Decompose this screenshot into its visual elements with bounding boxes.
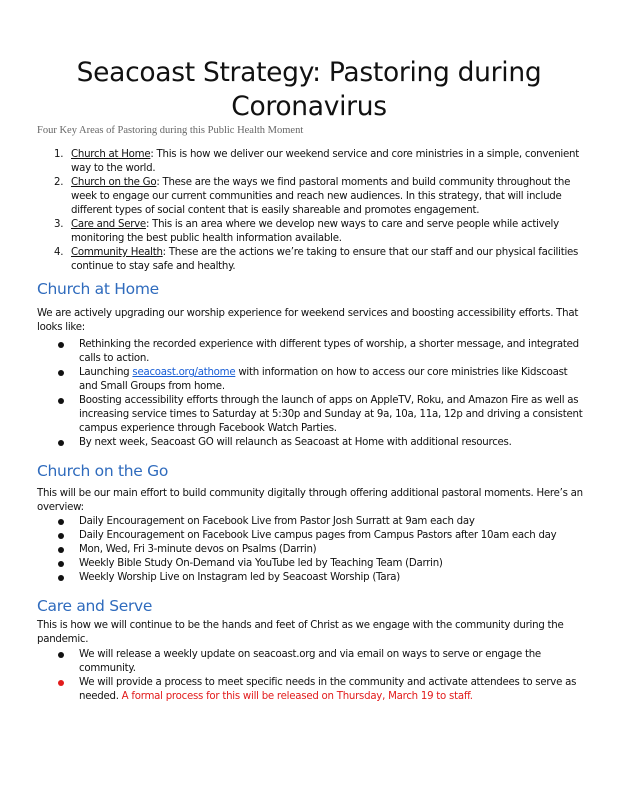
list-item bbox=[37, 436, 585, 450]
bullet-text: Weekly Bible Study On-Demand via YouTube led by Teaching Team (Darrin) bbox=[79, 558, 443, 569]
list-item bbox=[37, 529, 585, 543]
list-item bbox=[37, 648, 585, 676]
bullet-text-prefix: Launching bbox=[79, 367, 133, 378]
list-item bbox=[37, 176, 582, 218]
list-number: 3. bbox=[54, 219, 64, 230]
section-intro: This will be our main effort to build community digitally through offering additional pastoral moments. Here’s an overview: bbox=[37, 488, 583, 513]
bullet-icon bbox=[58, 652, 64, 658]
key-area-term: Care and Serve bbox=[71, 219, 146, 230]
bullet-icon-red bbox=[58, 680, 64, 686]
page-title: Seacoast Strategy: Pastoring during Coronavirus bbox=[76, 56, 542, 122]
bullet-icon bbox=[58, 370, 64, 376]
bullet-text-alert: A formal process for this will be released on Thursday, March 19 to staff. bbox=[121, 691, 473, 702]
list-item bbox=[37, 218, 582, 246]
key-area-text: : These are the actions we’re taking to ensure that our staff and our physical facilities continue to stay safe and healthy. bbox=[71, 247, 579, 272]
bullet-icon bbox=[58, 547, 64, 553]
list-item bbox=[37, 366, 585, 394]
list-item bbox=[37, 676, 585, 704]
list-item bbox=[37, 338, 585, 366]
athome-link[interactable]: seacoast.org/athome bbox=[132, 367, 236, 378]
section-heading-church-on-the-go: Church on the Go bbox=[37, 462, 169, 480]
key-area-term: Church at Home bbox=[71, 149, 151, 160]
list-number: 4. bbox=[54, 247, 64, 258]
list-number: 1. bbox=[54, 149, 64, 160]
key-area-term: Church on the Go bbox=[71, 177, 157, 188]
bullet-text: Daily Encouragement on Facebook Live campus pages from Campus Pastors after 10am each day bbox=[79, 530, 557, 541]
section-heading-church-at-home: Church at Home bbox=[37, 280, 159, 298]
key-area-text: : These are the ways we find pastoral moments and build community throughout the week to engage our current communities and reach new audiences. In this strategy, that will include different types of social content that is easily shareable and promotes engagement. bbox=[71, 177, 571, 216]
bullet-icon bbox=[58, 575, 64, 581]
bullet-icon bbox=[58, 519, 64, 525]
bullet-text-suffix: with information on how to access our core ministries like Kidscoast and Small Groups from home. bbox=[79, 367, 568, 392]
bullet-text: Weekly Worship Live on Instagram led by Seacoast Worship (Tara) bbox=[79, 572, 400, 583]
bullet-icon bbox=[58, 440, 64, 446]
section-heading-care-and-serve: Care and Serve bbox=[37, 597, 153, 615]
bullet-icon bbox=[58, 561, 64, 567]
list-item bbox=[37, 557, 585, 571]
bullet-icon bbox=[58, 398, 64, 404]
key-area-text: : This is an area where we develop new ways to care and serve people while actively monitoring the best public health information available. bbox=[71, 219, 559, 244]
church-at-home-bullets bbox=[37, 338, 585, 450]
list-item bbox=[37, 246, 582, 274]
section-intro: We are actively upgrading our worship experience for weekend services and boosting accessibility efforts. That looks like: bbox=[37, 308, 579, 333]
bullet-text: We will provide a process to meet specific needs in the community and activate attendees to serve as needed. bbox=[79, 677, 577, 702]
list-item bbox=[37, 515, 585, 529]
key-area-text: : This is how we deliver our weekend service and core ministries in a simple, convenient way to the world. bbox=[71, 149, 579, 174]
list-number: 2. bbox=[54, 177, 64, 188]
bullet-text: We will release a weekly update on seacoast.org and via email on ways to serve or engage the community. bbox=[79, 649, 541, 674]
bullet-icon bbox=[58, 342, 64, 348]
care-and-serve-bullets bbox=[37, 648, 585, 704]
church-on-the-go-bullets bbox=[37, 515, 585, 585]
bullet-text: Boosting accessibility efforts through the launch of apps on AppleTV, Roku, and Amazon Fire as well as increasing service times to Saturday at 5:30p and Sunday at 9a, 10a, 11a, 12p and driving a consistent campus experience through Facebook Watch Parties. bbox=[79, 395, 583, 434]
bullet-text: Daily Encouragement on Facebook Live from Pastor Josh Surratt at 9am each day bbox=[79, 516, 475, 527]
list-item bbox=[37, 543, 585, 557]
subtitle: Four Key Areas of Pastoring during this Public Health Moment bbox=[37, 125, 304, 136]
key-areas-list bbox=[37, 148, 582, 274]
list-item bbox=[37, 394, 585, 436]
key-area-term: Community Health bbox=[71, 247, 163, 258]
bullet-text: Mon, Wed, Fri 3-minute devos on Psalms (Darrin) bbox=[79, 544, 317, 555]
list-item bbox=[37, 148, 582, 176]
list-item bbox=[37, 571, 585, 585]
bullet-icon bbox=[58, 533, 64, 539]
bullet-text: By next week, Seacoast GO will relaunch as Seacoast at Home with additional resources. bbox=[79, 437, 512, 448]
bullet-text: Rethinking the recorded experience with different types of worship, a shorter message, and integrated calls to action. bbox=[79, 339, 579, 364]
section-intro: This is how we will continue to be the hands and feet of Christ as we engage with the community during the pandemic. bbox=[37, 620, 564, 645]
